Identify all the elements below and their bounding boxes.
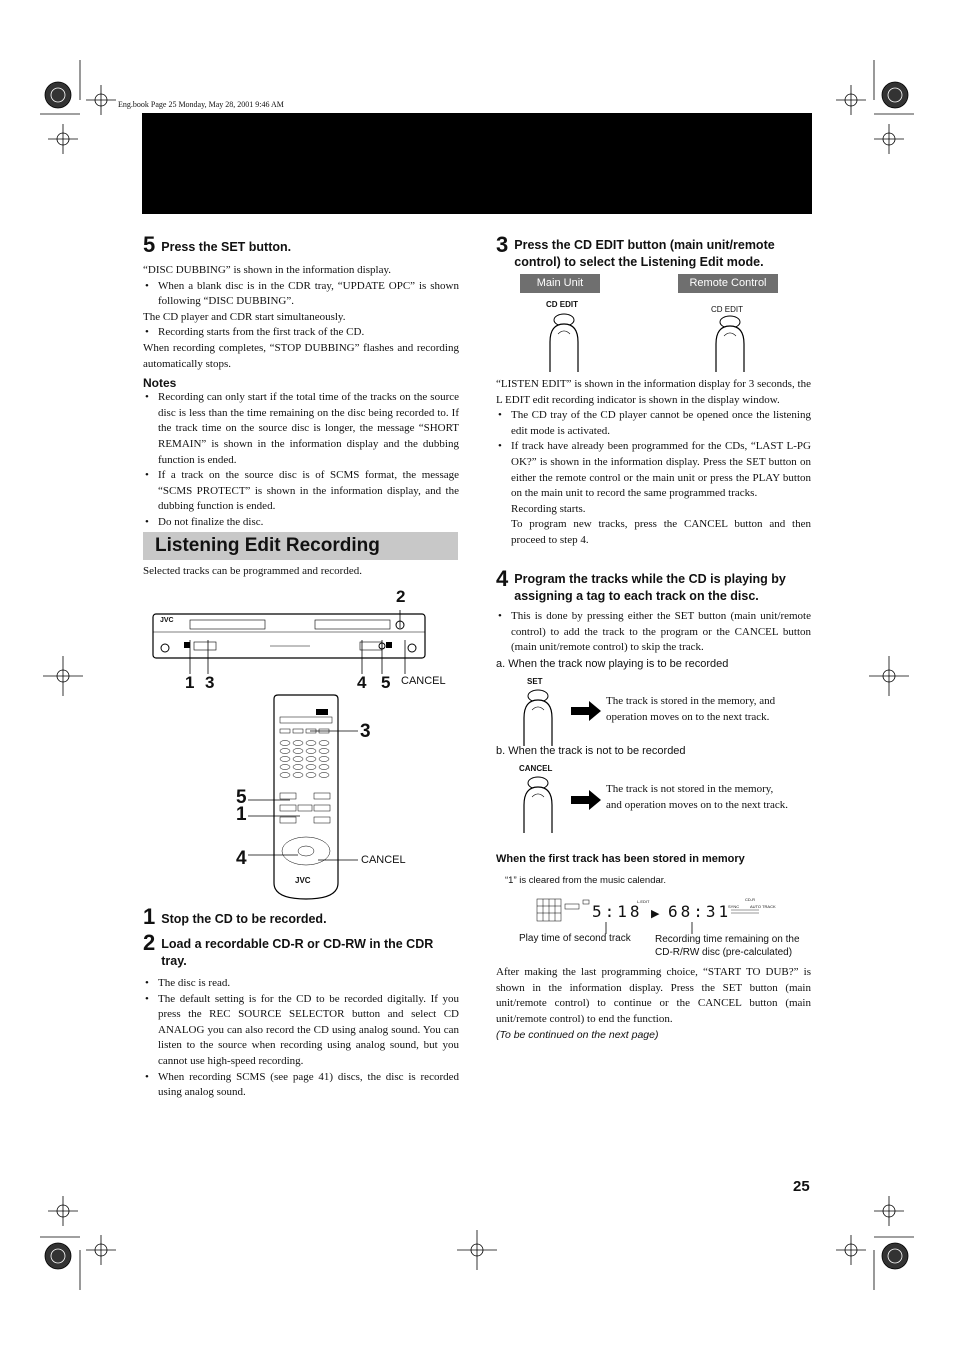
display-sync: SYNC bbox=[728, 904, 740, 909]
remote-control-tag: Remote Control bbox=[678, 274, 778, 293]
remote-brand: JVC bbox=[295, 876, 311, 885]
final-paragraph: After making the last programming choice, “START TO DUB?” is shown in the information display. Press the SET button (main unit/remote control) to continue or the CANCEL button (main unit/remote control) to end the function. bbox=[496, 966, 811, 1025]
step-title: Program the tracks while the CD is playing by assigning a tag to each track on the disc. bbox=[514, 572, 786, 603]
first-track-heading: When the first track has been stored in memory bbox=[496, 853, 745, 865]
book-stamp: Eng.book Page 25 Monday, May 28, 2001 9:46 AM bbox=[118, 100, 284, 109]
remote-callout-4: 4 bbox=[236, 848, 247, 869]
bullet-item: • Recording starts from the first track of the CD. bbox=[143, 325, 459, 341]
step-title: Stop the CD to be recorded. bbox=[161, 912, 327, 926]
case-b-text: The track is not stored in the memory, and operation moves on to the next track. bbox=[606, 783, 789, 811]
step-title: Press the SET button. bbox=[161, 240, 292, 254]
finger-press-remote-icon bbox=[710, 314, 750, 372]
remote-callout-1: 1 bbox=[236, 804, 247, 825]
finger-press-cancel-icon bbox=[518, 775, 558, 833]
section-intro: Selected tracks can be programmed and recorded. bbox=[143, 565, 362, 577]
section-title: Listening Edit Recording bbox=[143, 532, 458, 560]
display-time-play: 5:18 bbox=[592, 902, 643, 921]
callout-cancel-unit: CANCEL bbox=[401, 675, 446, 687]
caption-remaining-time: Recording time remaining on the CD-R/RW disc (pre-calculated) bbox=[655, 934, 800, 958]
cd-edit-main-label: CD EDIT bbox=[546, 300, 578, 309]
continued-note: (To be continued on the next page) bbox=[496, 1029, 659, 1041]
finger-press-main-icon bbox=[544, 312, 584, 372]
step-number: 5 bbox=[143, 232, 156, 257]
step-3-heading bbox=[496, 234, 812, 271]
main-unit-tag: Main Unit bbox=[520, 274, 600, 293]
step-number: 4 bbox=[496, 566, 509, 591]
bullet-list bbox=[143, 976, 459, 1101]
step-number: 1 bbox=[143, 904, 156, 929]
note-item: • Do not finalize the disc. bbox=[143, 515, 459, 531]
step-5-heading bbox=[143, 234, 459, 256]
set-label: SET bbox=[527, 677, 543, 686]
cancel-label: CANCEL bbox=[519, 764, 553, 773]
display-time-remaining: 68:31 bbox=[668, 902, 732, 921]
arrow-right-icon bbox=[571, 701, 601, 721]
bullet-item: • The default setting is for the CD to be recorded digitally. If you press the REC SOURCE SELECTOR button and select CD ANALOG you can also record the CD using analog sound. You can listen to the source when recording using analog sound, but you cannot use high-speed recording. bbox=[143, 992, 459, 1070]
remote-callout-3: 3 bbox=[360, 721, 371, 742]
cd-edit-remote-label: CD EDIT bbox=[711, 305, 743, 314]
notes-heading: Notes bbox=[143, 376, 177, 391]
cleared-note: “1” is cleared from the music calendar. bbox=[505, 875, 667, 886]
case-a-text: The track is stored in the memory, and operation moves on to the next track. bbox=[606, 695, 776, 723]
step-number: 3 bbox=[496, 232, 509, 257]
callout-1: 1 bbox=[185, 673, 195, 692]
bullet-list bbox=[496, 408, 811, 502]
remote-callout-5: 5 bbox=[236, 787, 247, 808]
right-column-text bbox=[496, 377, 811, 549]
display-ledit: L.EDIT bbox=[637, 899, 650, 904]
display-cdr: CD-R bbox=[745, 897, 755, 902]
callout-3: 3 bbox=[205, 673, 215, 692]
remote-callout-cancel: CANCEL bbox=[361, 854, 406, 866]
play-indicator-icon: ▶ bbox=[651, 908, 660, 920]
bullet-list bbox=[496, 609, 811, 656]
bullet-item: • The CD tray of the CD player cannot be opened once the listening edit mode is activated. bbox=[496, 408, 811, 439]
step-title: Load a recordable CD-R or CD-RW in the CDR tray. bbox=[161, 937, 434, 968]
bullet-item: • When recording SCMS (see page 41) discs, the disc is recorded using analog sound. bbox=[143, 1070, 459, 1101]
paragraph: The CD player and CDR start simultaneously. bbox=[143, 310, 346, 323]
header-bar bbox=[142, 113, 812, 214]
finger-press-set-icon bbox=[518, 688, 558, 746]
bullet-item: • If track have already been programmed for the CDs, “LAST L-PG OK?” is shown in the information display. Press the SET button on either the remote control or the main unit or press the PLAY button on the main unit to record the same programmed tracks. bbox=[496, 439, 811, 501]
bullet-item: • When a blank disc is in the CDR tray, “UPDATE OPC” is shown following “DISC DUBBING”. bbox=[143, 279, 459, 310]
bullet-item: • The disc is read. bbox=[143, 976, 459, 992]
step-title: Press the CD EDIT button (main unit/remote control) to select the Listening Edit mode. bbox=[514, 238, 775, 269]
step-4-body bbox=[496, 609, 811, 670]
case-a-label: a. When the track now playing is to be recorded bbox=[496, 657, 729, 670]
paragraph: “DISC DUBBING” is shown in the information display. bbox=[143, 264, 391, 276]
case-b-label: b. When the track is not to be recorded bbox=[496, 745, 686, 757]
bullet-list bbox=[143, 325, 459, 341]
display-autotrack: AUTO TRACK bbox=[750, 904, 776, 909]
page-number: 25 bbox=[793, 1178, 810, 1195]
unit-brand: JVC bbox=[160, 617, 174, 624]
step-4-heading bbox=[496, 568, 812, 605]
note-item: • If a track on the source disc is of SCMS format, the message “SCMS PROTECT” is shown in the information display, and the dubbing function is ended. bbox=[143, 468, 459, 515]
bullet-list bbox=[143, 279, 459, 310]
remote-callout-lines bbox=[240, 720, 360, 870]
bullet-item: • This is done by pressing either the SET button (main unit/remote control) to add the track to the program or the CANCEL button (main unit/remote control) to skip the track. bbox=[496, 609, 811, 656]
notes-list bbox=[143, 390, 459, 530]
step-number: 2 bbox=[143, 930, 156, 955]
step-2-heading bbox=[143, 932, 459, 970]
caption-play-time: Play time of second track bbox=[519, 933, 631, 944]
arrow-right-icon bbox=[571, 790, 601, 810]
callout-2: 2 bbox=[396, 587, 406, 606]
callout-4: 4 bbox=[357, 673, 367, 692]
left-column-lower bbox=[143, 906, 459, 1101]
left-column bbox=[143, 234, 459, 531]
paragraph-indented: To program new tracks, press the CANCEL button and then proceed to step 4. bbox=[511, 518, 811, 546]
step-1-heading bbox=[143, 906, 459, 928]
paragraph: “LISTEN EDIT” is shown in the information display for 3 seconds, the L EDIT edit recording indicator is shown in the display window. bbox=[496, 378, 811, 406]
note-item: • Recording can only start if the total time of the tracks on the source disc is less than the time remaining on the disc being recorded to. If the track time on the source disc is longer, the message “SHORT REMAIN” is shown in the information display and the dubbing function is ended. bbox=[143, 390, 459, 468]
paragraph-indented: Recording starts. bbox=[511, 502, 586, 515]
callout-5: 5 bbox=[381, 673, 391, 692]
paragraph: When recording completes, “STOP DUBBING” flashes and recording automatically stops. bbox=[143, 341, 459, 370]
